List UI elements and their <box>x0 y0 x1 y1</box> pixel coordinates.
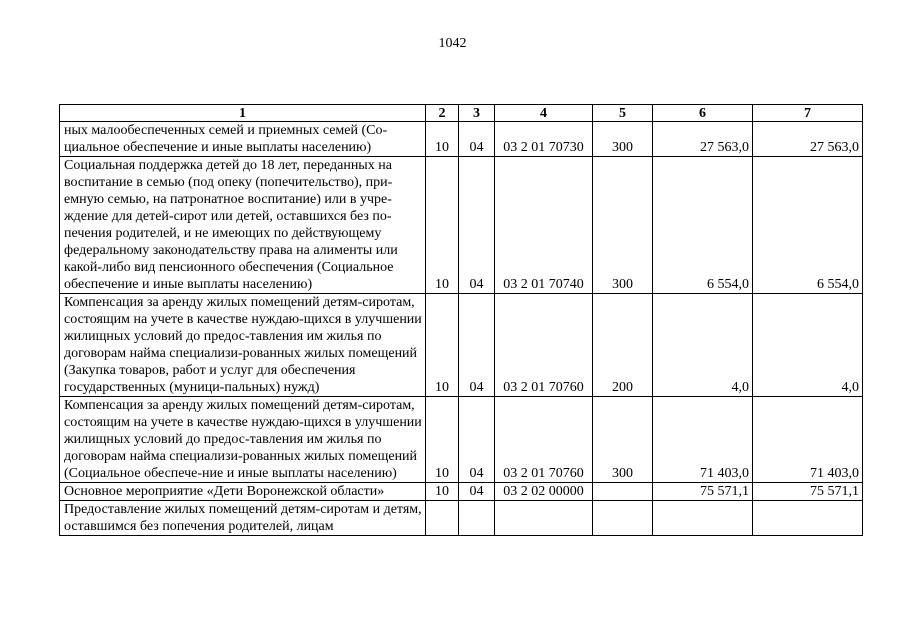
row-target-code: 03 2 01 70760 <box>495 294 593 397</box>
row-section <box>426 501 459 536</box>
row-amount-6: 27 563,0 <box>653 122 753 157</box>
header-col-1: 1 <box>60 105 426 122</box>
row-description: Компенсация за аренду жилых помещений детям-сиротам, состоящим на учете в качестве нуждаю-щихся в улучшении жилищных условий до предос-тавления им жилья по договорам найма специализи-рованных жилых помещений (Закупка товаров, работ и услуг для обеспечения государственных (муници-пальных) нужд) <box>60 294 426 397</box>
row-amount-6: 71 403,0 <box>653 397 753 483</box>
row-subsection: 04 <box>459 483 495 501</box>
row-expense-type <box>593 501 653 536</box>
row-amount-7: 6 554,0 <box>753 157 863 294</box>
row-section: 10 <box>426 122 459 157</box>
header-col-5: 5 <box>593 105 653 122</box>
page-number: 1042 <box>438 36 467 51</box>
row-amount-6: 6 554,0 <box>653 157 753 294</box>
row-description: Предоставление жилых помещений детям-сиротам и детям, оставшимся без попечения родителей, лицам <box>60 501 426 536</box>
table-row <box>60 397 863 483</box>
row-subsection: 04 <box>459 122 495 157</box>
header-col-6: 6 <box>653 105 753 122</box>
row-amount-7: 4,0 <box>753 294 863 397</box>
row-description: Социальная поддержка детей до 18 лет, переданных на воспитание в семью (под опеку (попечительство), при-емную семью, на патронатное воспитание) или в учре-ждение для детей-сирот или детей, оставшихся без по-печения родителей, и не имеющих по действующему федеральному законодательству права на алименты или какой-либо вид пенсионного обеспечения (Социальное обеспечение и иные выплаты населению) <box>60 157 426 294</box>
row-subsection: 04 <box>459 294 495 397</box>
header-col-4: 4 <box>495 105 593 122</box>
row-subsection: 04 <box>459 397 495 483</box>
row-description: Основное мероприятие «Дети Воронежской области» <box>60 483 426 501</box>
row-section: 10 <box>426 294 459 397</box>
row-amount-7: 27 563,0 <box>753 122 863 157</box>
table-row <box>60 483 863 501</box>
row-expense-type <box>593 483 653 501</box>
table-row <box>60 501 863 536</box>
row-subsection: 04 <box>459 157 495 294</box>
row-expense-type: 200 <box>593 294 653 397</box>
row-target-code <box>495 501 593 536</box>
header-col-3: 3 <box>459 105 495 122</box>
budget-table <box>59 104 863 536</box>
header-col-2: 2 <box>426 105 459 122</box>
row-amount-6 <box>653 501 753 536</box>
row-description: ных малообеспеченных семей и приемных семей (Со-циальное обеспечение и иные выплаты населению) <box>60 122 426 157</box>
row-amount-7: 71 403,0 <box>753 397 863 483</box>
table-row <box>60 294 863 397</box>
row-expense-type: 300 <box>593 122 653 157</box>
row-description: Компенсация за аренду жилых помещений детям-сиротам, состоящим на учете в качестве нуждаю-щихся в улучшении жилищных условий до предос-тавления им жилья по договорам найма специализи-рованных жилых помещений (Социальное обеспече-ние и иные выплаты населению) <box>60 397 426 483</box>
row-amount-6: 4,0 <box>653 294 753 397</box>
row-amount-6: 75 571,1 <box>653 483 753 501</box>
row-expense-type: 300 <box>593 157 653 294</box>
row-subsection <box>459 501 495 536</box>
header-col-7: 7 <box>753 105 863 122</box>
table-row <box>60 157 863 294</box>
row-section: 10 <box>426 397 459 483</box>
row-expense-type: 300 <box>593 397 653 483</box>
row-section: 10 <box>426 157 459 294</box>
row-amount-7 <box>753 501 863 536</box>
row-target-code: 03 2 02 00000 <box>495 483 593 501</box>
header-row <box>60 105 863 122</box>
row-target-code: 03 2 01 70760 <box>495 397 593 483</box>
row-target-code: 03 2 01 70740 <box>495 157 593 294</box>
row-section: 10 <box>426 483 459 501</box>
row-target-code: 03 2 01 70730 <box>495 122 593 157</box>
table-row <box>60 122 863 157</box>
row-amount-7: 75 571,1 <box>753 483 863 501</box>
